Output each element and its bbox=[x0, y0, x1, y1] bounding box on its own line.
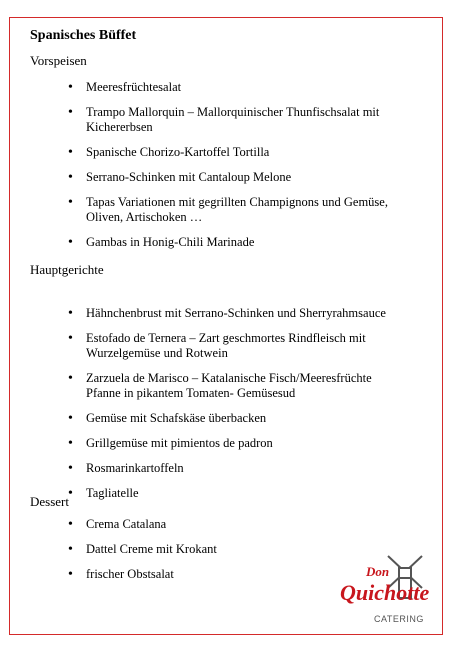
list-item: • Estofado de Ternera – Zart geschmortes Rindfleisch mit Wurzelgemüse und Rotwein bbox=[68, 331, 388, 361]
logo-line2: Quichotte bbox=[340, 580, 430, 605]
list-item: • Dattel Creme mit Krokant bbox=[68, 542, 388, 557]
don-quichotte-logo bbox=[336, 548, 436, 630]
list-item: • Crema Catalana bbox=[68, 517, 388, 532]
list-item: • Zarzuela de Marisco – Katalanische Fisch/Meeresfrüchte Pfanne in pikantem Tomaten- Gemüsesud bbox=[68, 371, 388, 401]
list-item: • Hähnchenbrust mit Serrano-Schinken und Sherryrahmsauce bbox=[68, 306, 388, 321]
list-item: • Rosmarinkartoffeln bbox=[68, 461, 388, 476]
list-item: • frischer Obstsalat bbox=[68, 567, 388, 582]
menu-title: Spanisches Büffet bbox=[30, 28, 137, 43]
section-heading-dessert: Dessert bbox=[30, 494, 69, 509]
list-item: • Gambas in Honig-Chili Marinade bbox=[68, 235, 388, 250]
list-item: • Spanische Chorizo-Kartoffel Tortilla bbox=[68, 145, 388, 160]
section-heading-vorspeisen: Vorspeisen bbox=[30, 53, 87, 68]
logo-line1: Don bbox=[366, 564, 390, 579]
section-heading-hauptgerichte: Hauptgerichte bbox=[30, 262, 104, 277]
list-item: • Tagliatelle bbox=[68, 486, 388, 501]
list-item: • Tapas Variationen mit gegrillten Champignons und Gemüse, Oliven, Artischoken … bbox=[68, 195, 388, 225]
list-item: • Serrano-Schinken mit Cantaloup Melone bbox=[68, 170, 388, 185]
list-hauptgerichte bbox=[68, 306, 388, 501]
list-item: • Gemüse mit Schafskäse überbacken bbox=[68, 411, 388, 426]
list-item: • Grillgemüse mit pimientos de padron bbox=[68, 436, 388, 451]
list-vorspeisen bbox=[68, 80, 388, 250]
list-item: • Meeresfrüchtesalat bbox=[68, 80, 388, 95]
list-item: • Trampo Mallorquin – Mallorquinischer Thunfischsalat mit Kichererbsen bbox=[68, 105, 388, 135]
logo-line3: CATERING bbox=[374, 614, 424, 624]
